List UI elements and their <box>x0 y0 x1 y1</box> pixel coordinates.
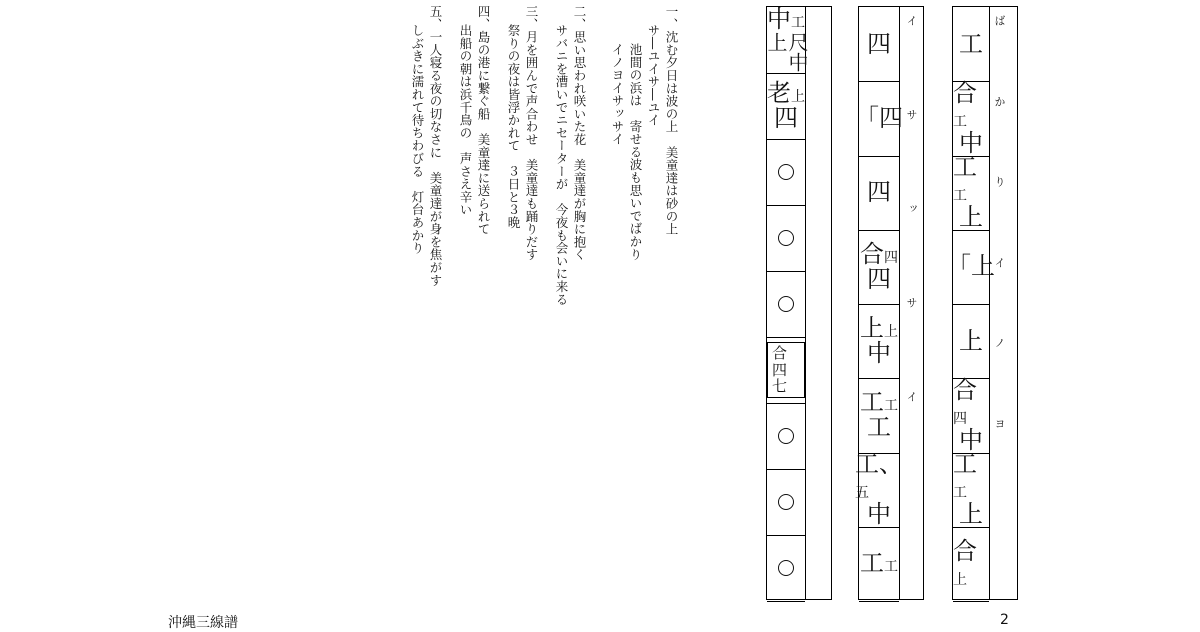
lyric-kana: サ <box>905 297 918 309</box>
verse-1-line-1: 一、沈む夕日は波の上 美童達は砂の上 <box>664 5 679 236</box>
verse-1-refrain-1: サ―ユイサ―ユイ <box>646 23 661 127</box>
rest-circle-icon <box>778 494 794 510</box>
notation-symbol: 四 <box>867 264 891 293</box>
page-number: 2 <box>1000 612 1009 628</box>
notation-symbol: 上 <box>959 500 983 529</box>
notation-cell <box>767 535 805 602</box>
notation-cell <box>767 205 805 272</box>
notation-symbol: 合工 <box>953 78 977 130</box>
notation-cell <box>767 469 805 536</box>
notation-symbol: 中工 <box>767 5 805 33</box>
notation-symbol: 上 <box>959 203 983 232</box>
notation-cell <box>953 375 989 454</box>
notation-box: 合四 七 <box>767 342 805 398</box>
lyric-kana: ノ <box>993 337 1006 349</box>
notation-subscript: 工 <box>884 398 898 415</box>
notation-cell <box>953 304 989 379</box>
notation-cell <box>855 449 903 529</box>
notation-cell <box>764 5 809 74</box>
verse-2-line-1: 二、思い思われ咲いた花 美童達が胸に抱く <box>572 5 587 262</box>
notation-symbol: 工工 <box>953 152 977 205</box>
notation-cell <box>953 7 989 82</box>
rest-circle-icon <box>778 164 794 180</box>
notation-cell <box>859 527 899 602</box>
notation-symbol: 尺中上 <box>764 32 809 73</box>
verse-3-line-1: 三、月を囲んで声合わせ 美童達も踊りだす <box>524 5 539 262</box>
notation-cell <box>859 304 899 379</box>
notation-subscript: 上 <box>791 88 805 105</box>
footer-title: 沖縄三線譜 <box>168 615 238 631</box>
notation-symbol: 工工 <box>860 388 898 417</box>
notation-cell <box>767 337 805 404</box>
notation-symbol: 合四 <box>860 239 898 268</box>
lyric-kana: イ <box>905 15 918 26</box>
notation-symbol: 合上 <box>953 536 977 588</box>
notation-symbol: 中 <box>959 128 983 157</box>
notation-symbol: 工 <box>867 413 891 442</box>
verse-5-line-2: しぶきに濡れて待ちわびる 灯台あかり <box>410 23 425 255</box>
notation-cell <box>953 527 989 602</box>
notation-symbol: 「四 <box>855 103 903 132</box>
notation-symbol: 工工 <box>953 449 977 502</box>
verse-1-refrain-2: 池間の浜は 寄せる波も思いでばかり <box>628 42 643 261</box>
verse-4 <box>456 5 492 335</box>
notation-symbol: 四 <box>867 29 891 58</box>
notation-cell <box>953 449 989 529</box>
verse-1-refrain-3: イノヨイサッサイ <box>610 42 625 145</box>
notation-subscript: 工 <box>791 15 805 31</box>
notation-subscript: 五 <box>855 485 869 502</box>
notation-symbol: 工、五 <box>855 449 903 502</box>
notation-subscript: 四 <box>884 249 898 266</box>
notation-symbol: 「上 <box>947 252 995 281</box>
notation-symbol: 上 <box>959 326 983 355</box>
notation-symbol: 中 <box>867 500 891 529</box>
notation-cell <box>767 271 805 338</box>
verse-1 <box>608 5 680 335</box>
verse-4-line-2: 出船の朝は浜千鳥の 声さえ辛い <box>458 23 473 216</box>
notation-subscript: 工 <box>953 113 967 130</box>
lyric-kana: イ <box>993 256 1006 268</box>
note-track-2 <box>855 7 903 599</box>
notation-box-sub: 七 <box>772 377 788 396</box>
lyric-kana: サ <box>905 109 918 121</box>
rest-circle-icon <box>778 230 794 246</box>
notation-symbol: 四 <box>774 104 798 132</box>
notation-subscript: 工 <box>884 559 898 576</box>
notation-symbol: 上上 <box>860 313 898 342</box>
notation-symbol: 老上 <box>767 78 805 107</box>
notation-cell <box>767 73 805 140</box>
verse-4-line-1: 四、島の港に繋ぐ船 美童達に送られて <box>476 5 491 236</box>
notation-symbol: 工 <box>959 29 983 58</box>
notation-cell <box>947 230 995 305</box>
lyric-kana: ば <box>993 15 1006 26</box>
notation-subscript: 上 <box>884 323 898 340</box>
score-column-3 <box>766 6 832 600</box>
lyric-kana: イ <box>905 391 918 403</box>
notation-symbol: 中 <box>867 339 891 368</box>
notation-symbol: 中 <box>959 425 983 454</box>
notation-symbol: 合四 <box>953 375 977 427</box>
note-track-3 <box>764 5 809 599</box>
rest-circle-icon <box>778 428 794 444</box>
notation-subscript: 工 <box>953 485 967 502</box>
notation-subscript: 上 <box>953 571 967 588</box>
notation-cell <box>859 7 899 82</box>
notation-cell <box>855 81 903 156</box>
rest-circle-icon <box>778 560 794 576</box>
verse-5 <box>408 5 444 335</box>
notation-symbol: 工工 <box>860 549 898 578</box>
notation-cell <box>767 403 805 470</box>
notation-cell <box>953 78 989 157</box>
notation-symbol: 四 <box>867 178 891 207</box>
lyric-kana: ヨ <box>993 418 1006 430</box>
verse-2 <box>552 5 588 335</box>
verse-5-line-1: 五、一人寝る夜の切なさに 美童達が身を焦がす <box>428 5 443 287</box>
notation-cell <box>859 230 899 305</box>
score-column-1 <box>947 6 1018 600</box>
lyric-kana: か <box>993 95 1006 107</box>
notation-subscript: 工 <box>953 188 967 205</box>
lyrics-block <box>410 5 680 335</box>
lyric-kana: り <box>993 176 1006 188</box>
notation-cell <box>859 378 899 453</box>
note-track-1 <box>947 7 995 599</box>
verse-3 <box>504 5 540 335</box>
notation-cell <box>953 152 989 232</box>
lyric-kana: ッ <box>905 203 918 215</box>
verse-2-line-2: サバニを漕いでニセーターが 今夜も会いに来る <box>554 23 569 306</box>
notation-cell <box>767 139 805 206</box>
notation-subscript: 四 <box>953 410 967 427</box>
rest-circle-icon <box>778 296 794 312</box>
score-column-2 <box>855 6 924 600</box>
verse-3-line-2: 祭りの夜は皆浮かれて ３日と３晩 <box>506 23 521 229</box>
notation-cell <box>859 156 899 231</box>
